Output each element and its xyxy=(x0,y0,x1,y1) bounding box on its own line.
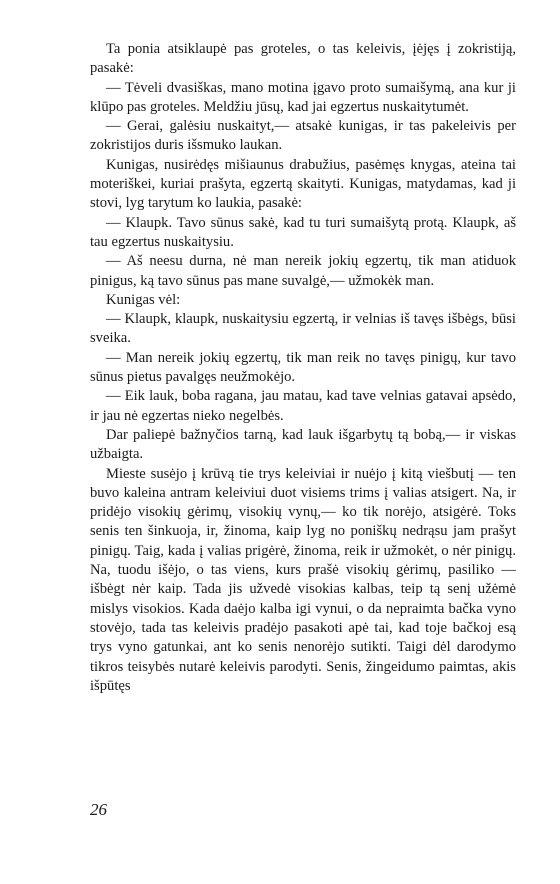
paragraph: Mieste susėjo į krūvą tie trys keleiviai ir nuėjo į kitą viešbutį — ten buvo kaleina antram keleiviui duot visiems trims į valias atsigert. Na, ir pridėjo visokių gėrimų, visokių vynų,— ko tik norėjo, atsigėrė. Toks senis ten šinkuoja, ir, žinoma, kaip lyg no poniškų nedrąsu jam prašyt pinigų. Taig, kada į valias prigėrė, žinoma, reik ir užmokėt, o nėr pinigų. Na, tuodu išėjo, o tas viens, kurs prašė visokių gėrimų, pasiliko — išbėgt nėr kaip. Tada jis užvedė visokias kalbas, teip tą senį užėmė mislys visokios. Kada daėjo kalba igi vynui, o da nepraimta bačka vyno stovėjo, tada tas keleivis pradėjo pasakoti apė tai, kad toje bačkoj esą trys vyno gatunkai, ant ko senis nenorėjo sutikti. Taigi dėl darodymo tikros teisybės nutarė keleivis parodyti. Senis, žingeidumo paimtas, akis išpūtęs xyxy=(90,465,516,694)
paragraph: Kunigas vėl: xyxy=(106,291,181,308)
paragraph: — Gerai, galėsiu nuskaityt,— atsakė kunigas, ir tas pakeleivis per zokristijos duris išsmuko laukan. xyxy=(90,118,516,154)
paragraph: — Man nereik jokių egzertų, tik man reik no tavęs pinigų, kur tavo sūnus pietus pavalgęs neužmokėjo. xyxy=(90,349,516,386)
paragraph: — Eik lauk, boba ragana, jau matau, kad tave velnias gatavai apsėdo, ir jau nė egzertas nieko negelbės. xyxy=(90,388,516,424)
page-body xyxy=(90,40,516,696)
paragraph: — Klaupk. Tavo sūnus sakė, kad tu turi sumaišytą protą. Klaupk, aš tau egzertus nuskaitysiu. xyxy=(90,214,516,250)
paragraph: — Klaupk, klaupk, nuskaitysiu egzertą, ir velnias iš tavęs išbėgs, būsi sveika. xyxy=(90,311,516,347)
paragraph: Dar paliepė bažnyčios tarną, kad lauk išgarbytų tą bobą,— ir viskas užbaigta. xyxy=(90,426,516,463)
page-number: 26 xyxy=(90,800,107,819)
paragraph: — Aš neesu durna, nė man nereik jokių egzertų, tik man atiduok pinigus, ką tavo sūnus pas mane suvalgė,— užmokėk man. xyxy=(90,253,516,289)
paragraph: — Tėveli dvasiškas, mano motina įgavo proto sumaišymą, ana kur ji klūpo pas groteles. Meldžiu jūsų, kad jai egzertus nuskaitytumėt. xyxy=(90,79,516,115)
paragraph: Kunigas, nusirėdęs mišiaunus drabužius, pasėmęs knygas, ateina tai moteriškei, kuriai prašyta, egzertą skaityti. Kunigas, matydamas, kad ji stovi, lyg tarytum ko laukia, pasakė: xyxy=(90,156,516,212)
paragraph: Ta ponia atsiklaupė pas groteles, o tas keleivis, įėjęs į zokristiją, pasakė: xyxy=(90,41,516,77)
